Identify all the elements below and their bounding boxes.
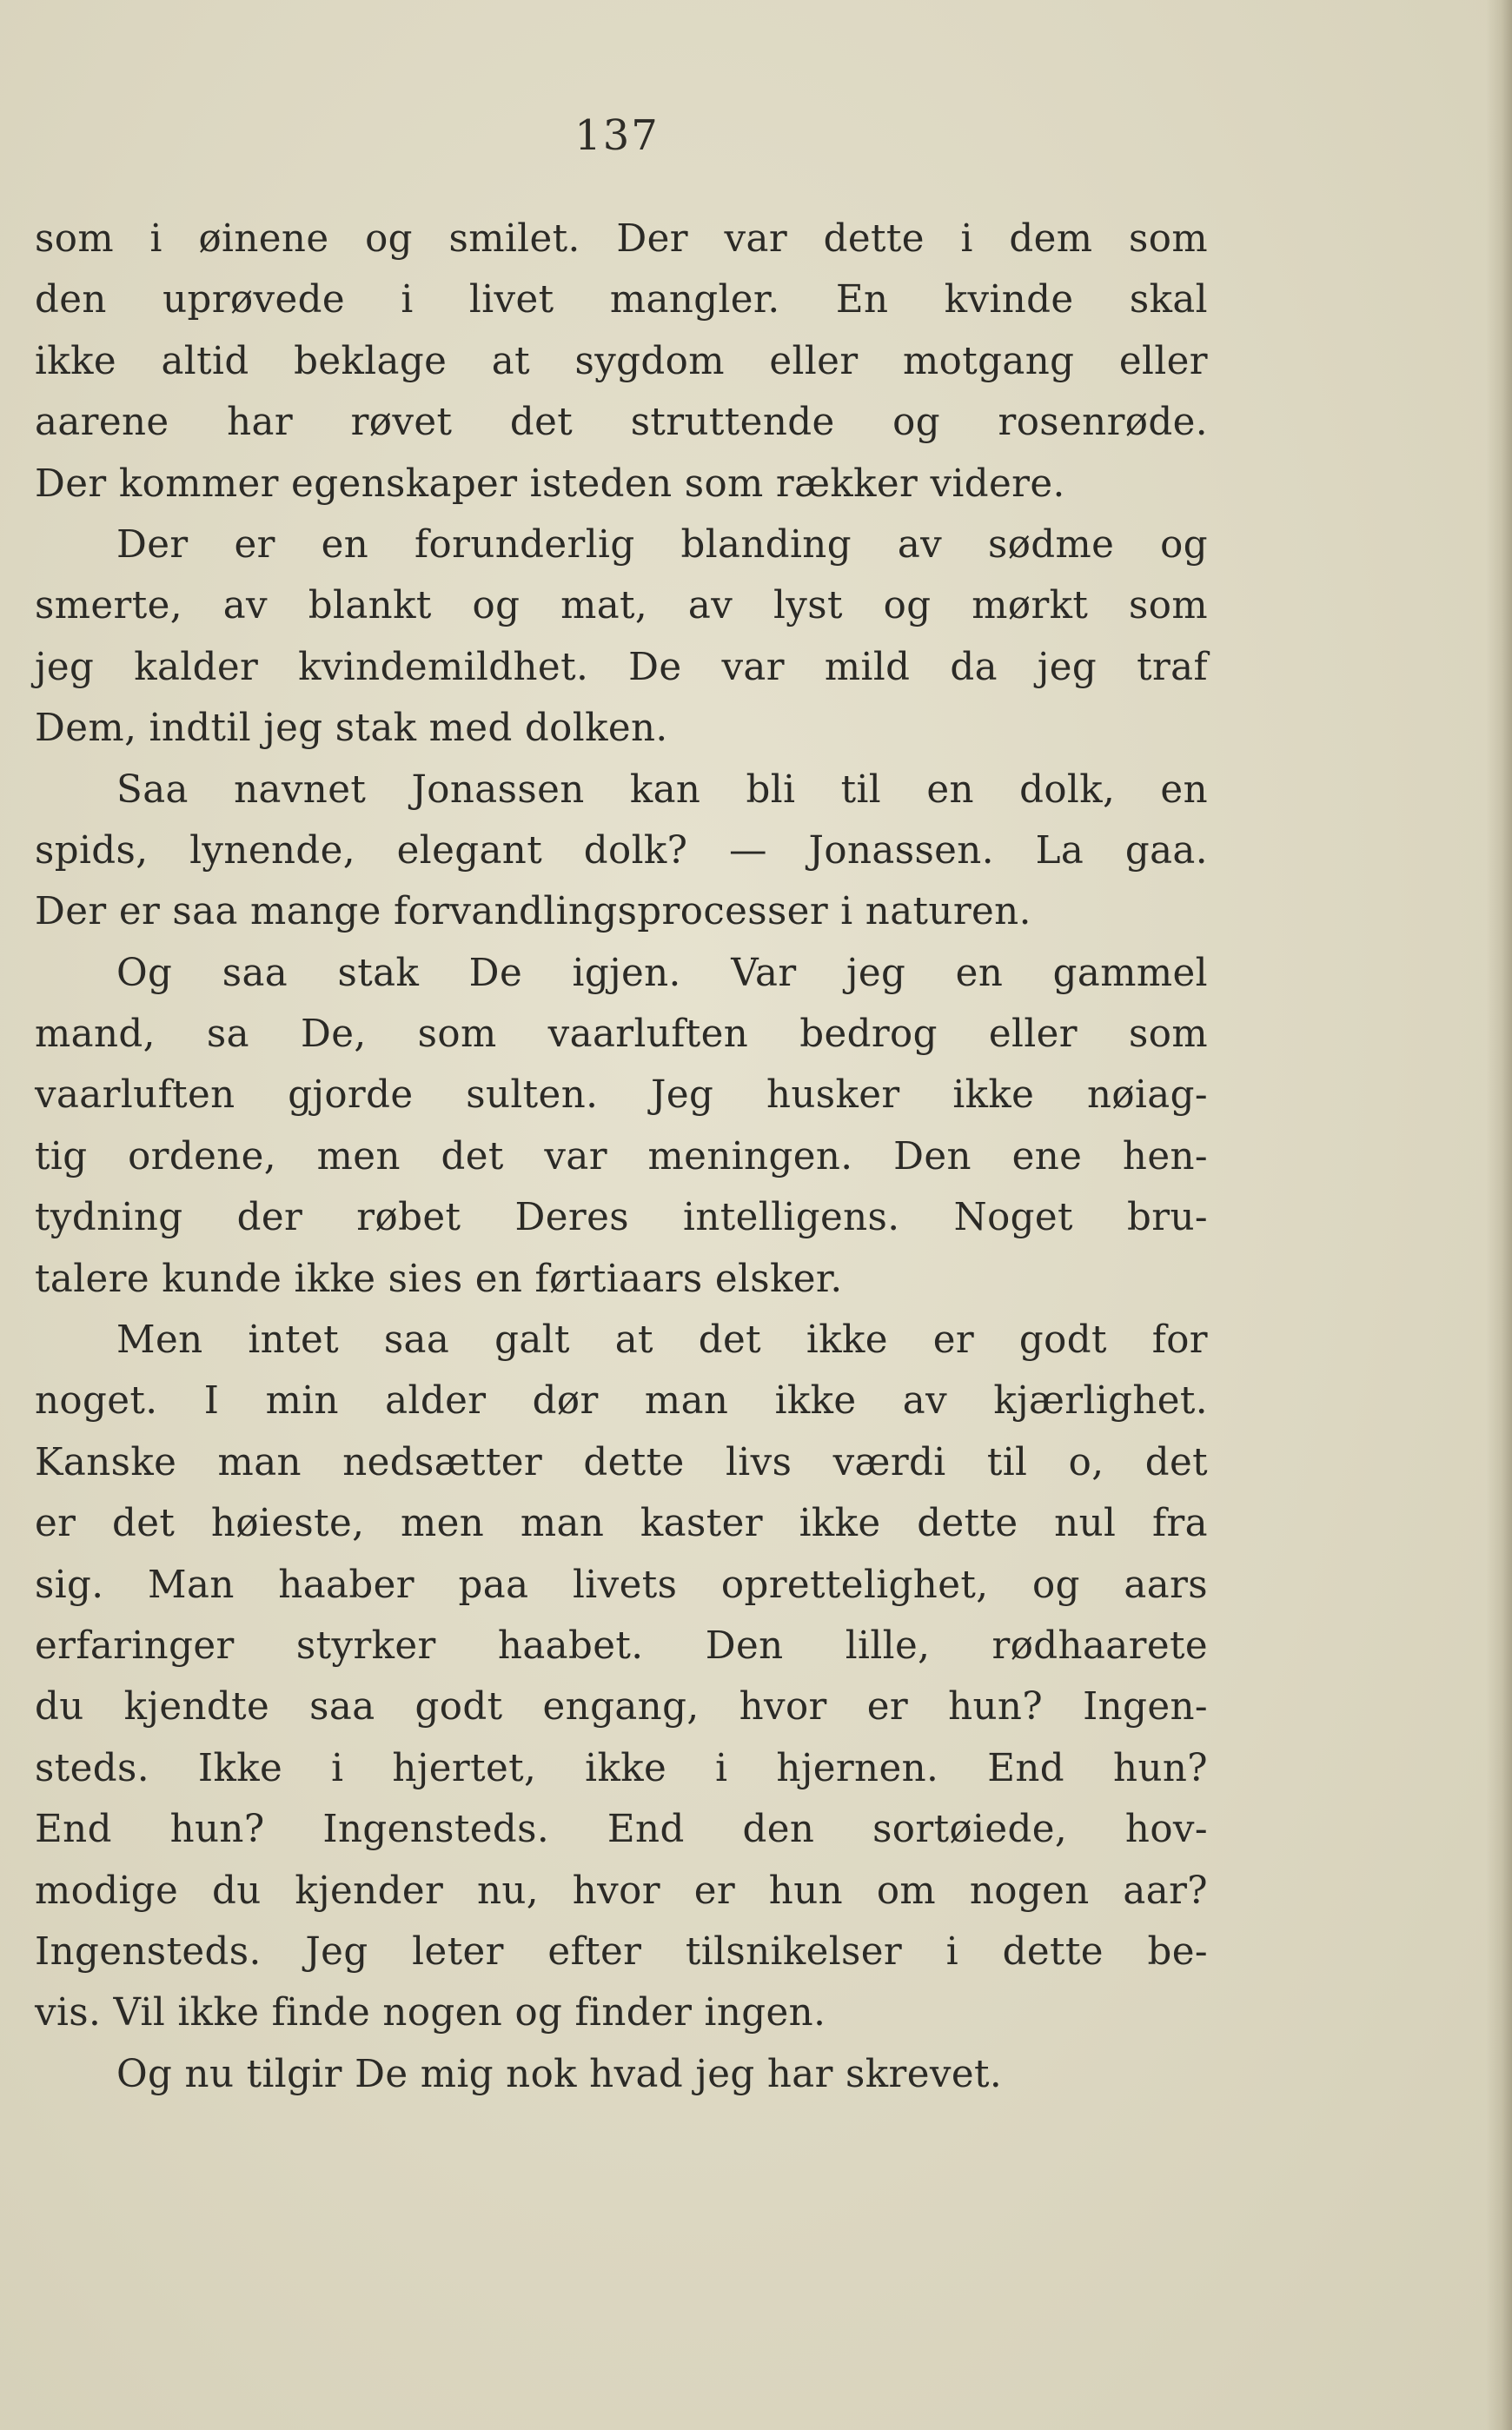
text-line: noget. I min alder dør man ikke av kjærlighet. — [35, 1379, 1208, 1424]
text-line: vis. Vil ikke finde nogen og finder ingen. — [35, 1991, 826, 2035]
paragraph-start-line: Og saa stak De igjen. Var jeg en gammel — [116, 951, 1208, 995]
text-line: tydning der røbet Deres intelligens. Noget bru- — [35, 1196, 1208, 1240]
page-number: 137 — [574, 111, 660, 160]
text-line: erfaringer styrker haabet. Den lille, rødhaarete — [35, 1623, 1208, 1668]
text-line: som i øinene og smilet. Der var dette i dem som — [35, 217, 1208, 261]
paragraph-start-line: Der er en forunderlig blanding av sødme og — [116, 522, 1208, 567]
text-line: Dem, indtil jeg stak med dolken. — [35, 707, 668, 751]
text-line: modige du kjender nu, hvor er hun om nogen aar? — [35, 1869, 1208, 1913]
text-line: er det høieste, men man kaster ikke dette nul fra — [35, 1502, 1208, 1546]
text-line: End hun? Ingensteds. End den sortøiede, hov- — [35, 1808, 1208, 1852]
text-line: mand, sa De, som vaarluften bedrog eller som — [35, 1012, 1208, 1057]
text-line: talere kunde ikke sies en førtiaars elsker. — [35, 1257, 843, 1301]
text-line: Der er saa mange forvandlingsprocesser i naturen. — [35, 890, 1031, 934]
paragraph-start-line: Og nu tilgir De mig nok hvad jeg har skrevet. — [116, 2052, 1003, 2096]
text-line: tig ordene, men det var meningen. Den ene hen- — [35, 1134, 1208, 1178]
text-line: vaarluften gjorde sulten. Jeg husker ikke nøiag- — [35, 1073, 1208, 1118]
text-line: du kjendte saa godt engang, hvor er hun? Ingen- — [35, 1685, 1208, 1730]
body-text — [35, 209, 1208, 2105]
text-line: Kanske man nedsætter dette livs værdi til o, det — [35, 1440, 1208, 1484]
text-line: Der kommer egenskaper isteden som rækker videre. — [35, 461, 1065, 506]
paragraph-start-line: Men intet saa galt at det ikke er godt for — [116, 1318, 1208, 1363]
text-line: jeg kalder kvindemildhet. De var mild da jeg traf — [35, 645, 1208, 689]
text-line: ikke altid beklage at sygdom eller motgang eller — [35, 339, 1208, 383]
text-line: spids, lynende, elegant dolk? — Jonassen. La gaa. — [35, 828, 1208, 873]
text-line: den uprøvede i livet mangler. En kvinde skal — [35, 278, 1208, 322]
text-line: sig. Man haaber paa livets oprettelighet, og aars — [35, 1563, 1208, 1607]
text-line: steds. Ikke i hjertet, ikke i hjernen. End hun? — [35, 1746, 1208, 1790]
text-line: smerte, av blankt og mat, av lyst og mørkt som — [35, 584, 1208, 628]
text-line: aarene har røvet det struttende og rosenrøde. — [35, 401, 1208, 445]
text-line: Ingensteds. Jeg leter efter tilsnikelser i dette be- — [35, 1929, 1208, 1974]
page-edge-shadow — [1486, 0, 1512, 2430]
paragraph-start-line: Saa navnet Jonassen kan bli til en dolk, en — [116, 767, 1208, 812]
